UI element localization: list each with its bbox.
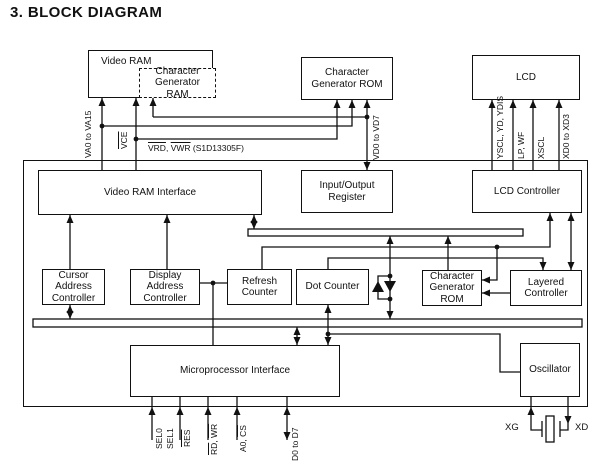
block-dot-counter-label: Dot Counter bbox=[305, 281, 360, 293]
a0-text: A0, bbox=[238, 436, 248, 452]
block-input-output-register bbox=[301, 170, 393, 213]
block-microprocessor-interface bbox=[130, 345, 340, 397]
xd-text: XD bbox=[575, 422, 589, 433]
crystal-oscillator-icon bbox=[542, 416, 560, 442]
res-text: $\overline{RES}$ bbox=[182, 429, 192, 447]
block-refresh-counter bbox=[227, 269, 292, 305]
lp-wf-text: LP, WF bbox=[516, 131, 526, 159]
bidirectional-buffer-icon bbox=[372, 281, 396, 292]
vce-text: $\overline{VCE}$ bbox=[119, 131, 129, 149]
yscl-text: YSCL, YD, YDIS bbox=[495, 96, 505, 159]
signal-label-xd0-xd3 bbox=[561, 114, 572, 159]
vwr-text: $\overline{VWR}$ bbox=[170, 143, 191, 153]
sel1-text: SEL1 bbox=[164, 428, 175, 449]
block-oscillator bbox=[520, 343, 580, 397]
signal-label-va0-va15 bbox=[83, 111, 94, 158]
block-refresh-counter-label: Refresh Counter bbox=[241, 275, 278, 298]
block-display-address-controller-label: Display Address Controller bbox=[143, 269, 187, 304]
vrd-text: $\overline{VRD}$ bbox=[148, 143, 166, 153]
block-lcd-controller-label: LCD Controller bbox=[493, 185, 561, 197]
signal-label-xscl bbox=[536, 137, 547, 159]
signal-label-d0-d7 bbox=[290, 427, 301, 461]
d0-d7-text: D0 to D7 bbox=[290, 427, 300, 461]
xd0-xd3-text: XD0 to XD3 bbox=[561, 114, 571, 159]
cs-text: $\overline{CS}$ bbox=[238, 425, 248, 437]
block-character-generator-rom-external-label: Character Generator ROM bbox=[311, 67, 383, 90]
block-character-generator-ram bbox=[139, 65, 216, 100]
rd-text: $\overline{RD}$ bbox=[209, 442, 219, 455]
block-display-address-controller bbox=[130, 269, 200, 305]
block-lcd-label: LCD bbox=[515, 71, 536, 83]
signal-label-vrd-vwr bbox=[148, 143, 244, 153]
block-microprocessor-interface-label: Microprocessor Interface bbox=[179, 365, 291, 377]
xscl-text: XSCL bbox=[536, 136, 546, 159]
block-dot-counter bbox=[296, 269, 369, 305]
vd-text: VD0 to VD7 bbox=[371, 115, 381, 160]
signal-label-rd-wr bbox=[209, 424, 220, 455]
block-input-output-register-label: Input/Output Register bbox=[319, 180, 375, 203]
block-character-generator-rom-internal bbox=[422, 270, 482, 306]
block-video-ram-label: Video RAM bbox=[101, 56, 152, 67]
vrd-sep-text: , bbox=[165, 143, 171, 153]
block-cursor-address-controller-label: Cursor Address Controller bbox=[51, 269, 96, 304]
signal-label-res bbox=[182, 430, 193, 447]
signal-label-lp-wf bbox=[516, 132, 527, 159]
xg-text: XG bbox=[505, 422, 519, 433]
signal-label-vd0-vd7 bbox=[371, 115, 382, 160]
block-lcd bbox=[472, 55, 580, 100]
page-title: 3. BLOCK DIAGRAM bbox=[10, 4, 163, 21]
signal-label-a0-cs bbox=[238, 425, 249, 452]
signal-label-sel0-sel1 bbox=[154, 428, 175, 449]
wr-text: $\overline{WR}$ bbox=[209, 423, 219, 438]
va-text: VA0 to VA15 bbox=[83, 110, 93, 158]
signal-label-vce bbox=[119, 132, 130, 149]
signal-label-xg bbox=[505, 422, 519, 433]
block-character-generator-rom-external bbox=[301, 57, 393, 100]
block-cursor-address-controller bbox=[42, 269, 105, 305]
rd-sep-text: , bbox=[209, 437, 219, 443]
block-character-generator-ram-label: Character Generator RAM bbox=[154, 65, 201, 100]
block-oscillator-label: Oscillator bbox=[529, 364, 571, 376]
vrd-suffix-text: (S1D13305F) bbox=[190, 143, 244, 153]
block-video-ram-interface bbox=[38, 170, 262, 215]
block-layered-controller bbox=[510, 270, 582, 306]
block-video-ram-interface-label: Video RAM Interface bbox=[103, 186, 197, 198]
signal-label-yscl-yd-ydis bbox=[495, 96, 506, 159]
block-lcd-controller bbox=[472, 170, 582, 213]
signal-label-xd bbox=[575, 422, 588, 433]
block-layered-controller-label: Layered Controller bbox=[524, 276, 568, 299]
sel0-text: SEL0 bbox=[154, 428, 164, 449]
block-character-generator-rom-internal-label: Character Generator ROM bbox=[429, 270, 475, 305]
